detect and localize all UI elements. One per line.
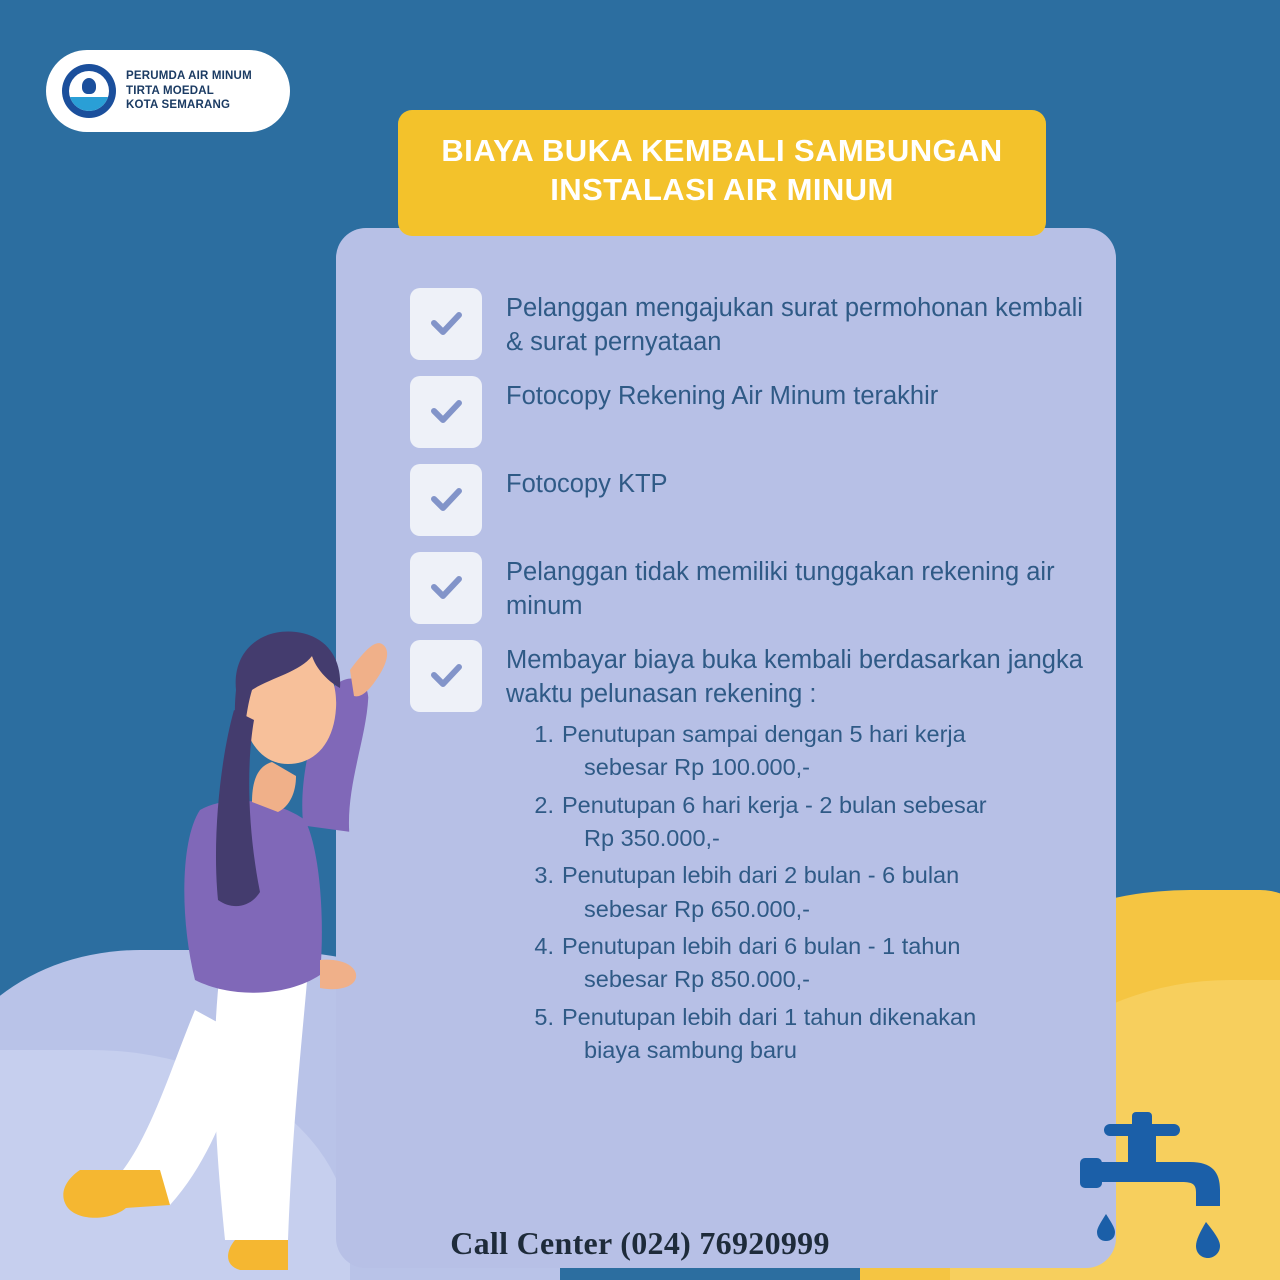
fee-item <box>506 718 1106 785</box>
list-item <box>410 376 1110 448</box>
requirement-text: Fotocopy KTP <box>506 470 668 498</box>
page-title <box>424 132 1020 210</box>
requirement-text: Pelanggan tidak memiliki tunggakan rekening air minum <box>506 558 1055 620</box>
fee-text-cont: sebesar Rp 650.000,- <box>584 895 811 922</box>
requirement-text: Fotocopy Rekening Air Minum terakhir <box>506 382 939 410</box>
fee-number: 4. <box>534 932 554 959</box>
checkmark-icon <box>410 464 482 536</box>
checkmark-icon <box>410 552 482 624</box>
fee-list <box>506 718 1106 1068</box>
page-title-line-1: BIAYA BUKA KEMBALI SAMBUNGAN <box>441 133 1003 168</box>
brand-line-3: KOTA SEMARANG <box>126 99 231 112</box>
fee-text: Penutupan sampai dengan 5 hari kerja <box>562 720 966 747</box>
fee-item <box>506 1001 1106 1068</box>
fee-text-cont: sebesar Rp 100.000,- <box>584 754 811 781</box>
list-item <box>410 288 1110 360</box>
brand-name <box>126 69 252 112</box>
requirement-text: Membayar biaya buka kembali berdasarkan jangka waktu pelunasan rekening : <box>506 646 1083 708</box>
water-drop-logo-icon <box>62 64 116 118</box>
fee-text-cont: Rp 350.000,- <box>584 824 720 851</box>
fee-item <box>506 859 1106 926</box>
fee-text: Penutupan lebih dari 2 bulan - 6 bulan <box>562 862 960 889</box>
fee-item <box>506 930 1106 997</box>
checkmark-icon <box>410 288 482 360</box>
fee-text-cont: biaya sambung baru <box>584 1037 797 1064</box>
fee-number: 5. <box>534 1003 554 1030</box>
requirements-list <box>410 288 1110 1087</box>
call-center-text: Call Center (024) 76920999 <box>450 1225 830 1261</box>
list-item <box>410 464 1110 536</box>
fee-number: 3. <box>534 862 554 889</box>
fee-text: Penutupan 6 hari kerja - 2 bulan sebesar <box>562 791 987 818</box>
brand-logo <box>46 50 290 132</box>
fee-item <box>506 789 1106 856</box>
checkmark-icon <box>410 640 482 712</box>
checkmark-icon <box>410 376 482 448</box>
brand-line-1: PERUMDA AIR MINUM <box>126 70 252 83</box>
fee-text: Penutupan lebih dari 1 tahun dikenakan <box>562 1003 977 1030</box>
list-item <box>410 640 1110 1071</box>
fee-text-cont: sebesar Rp 850.000,- <box>584 966 811 993</box>
list-item <box>410 552 1110 624</box>
requirement-text: Pelanggan mengajukan surat permohonan kembali & surat pernyataan <box>506 294 1083 356</box>
page-title-line-2: INSTALASI AIR MINUM <box>550 171 894 207</box>
fee-text: Penutupan lebih dari 6 bulan - 1 tahun <box>562 932 961 959</box>
fee-number: 1. <box>534 720 554 747</box>
woman-illustration <box>20 540 440 1280</box>
title-banner <box>398 110 1046 236</box>
fee-number: 2. <box>534 791 554 818</box>
brand-line-2: TIRTA MOEDAL <box>126 84 214 97</box>
